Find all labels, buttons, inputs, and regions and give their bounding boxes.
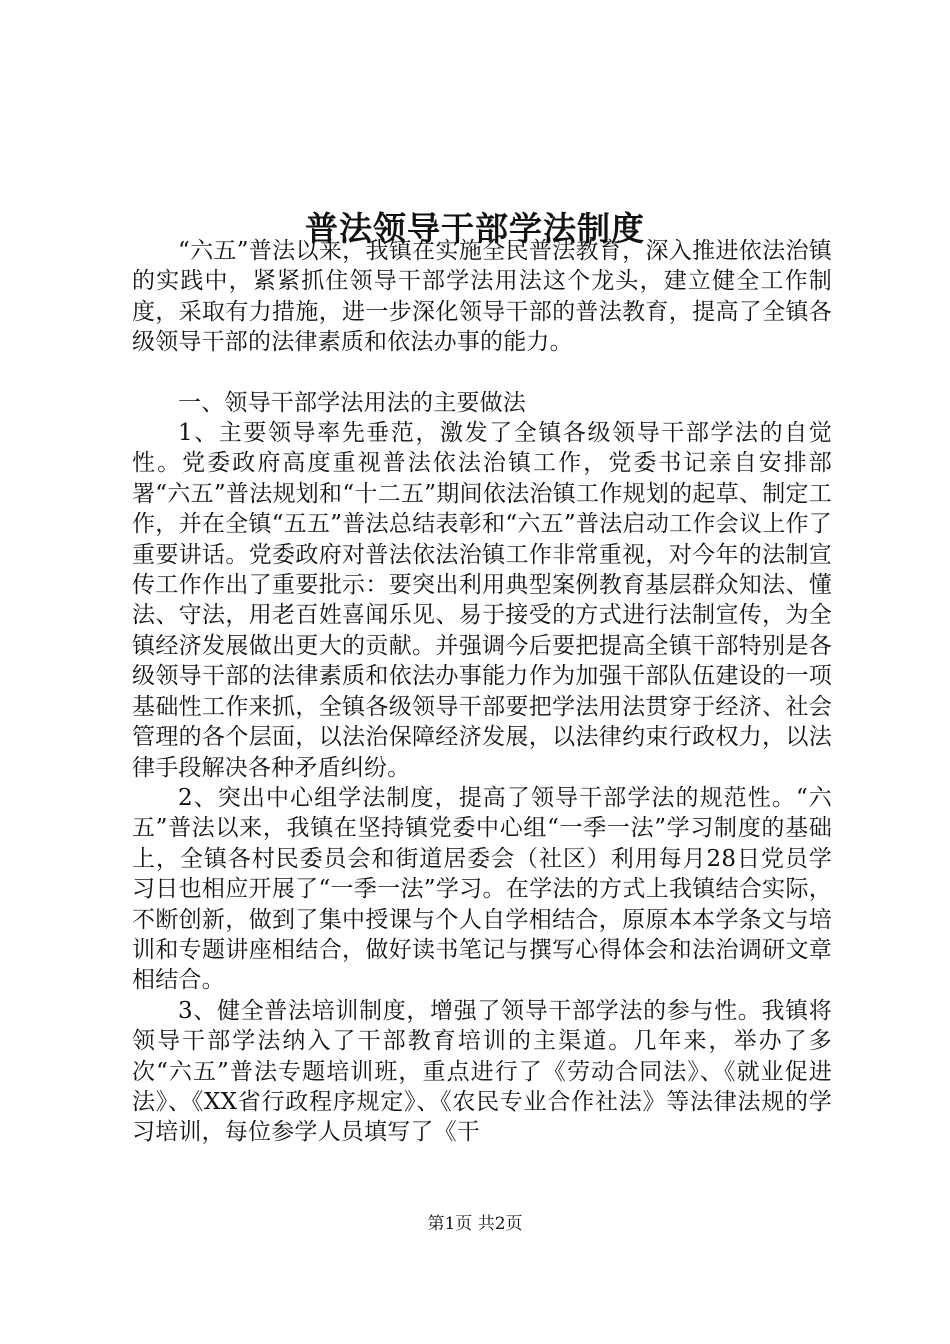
body-paragraph: 3、健全普法培训制度，增强了领导干部学法的参与性。我镇将领导干部学法纳入了干部教育培训的主渠道。几年来，举办了多次“六五”普法专题培训班，重点进行了《劳动合同法》、《就业促进法》、《XX省行政程序规定》、《农民专业合作社法》等法律法规的学习培训，每位参学人员填写了《干 [132,997,832,1146]
body-paragraph: 1、主要领导率先垂范，激发了全镇各级领导干部学法的自觉性。党委政府高度重视普法依法治镇工作，党委书记亲自安排部署“六五”普法规划和“十二五”期间依法治镇工作规划的起草、制定工作，并在全镇“五五”普法总结表彰和“六五”普法启动工作会议上作了重要讲话。党委政府对普法依法治镇工作非常重视，对今年的法制宣传工作作出了重要批示：要突出利用典型案例教育基层群众知法、懂法、守法，用老百姓喜闻乐见、易于接受的方式进行法制宣传，为全镇经济发展做出更大的贡献。并强调今后要把提高全镇干部特别是各级领导干部的法律素质和依法办事能力作为加强干部队伍建设的一项基础性工作来抓，全镇各级领导干部要把学法用法贯穿于经济、社会管理的各个层面，以法治保障经济发展，以法律约束行政权力，以法律手段解决各种矛盾纠纷。 [132,420,832,781]
page-footer: 第1页 共2页 [427,1214,523,1234]
document-title: 普法领导干部学法制度 [305,209,645,249]
section-heading: 一、领导干部学法用法的主要做法 [178,389,526,416]
body-paragraph: 2、突出中心组学法制度，提高了领导干部学法的规范性。“六五”普法以来，我镇在坚持镇党委中心组“一季一法”学习制度的基础上，全镇各村民委员会和街道居委会（社区）利用每月28日党员学习日也相应开展了“一季一法”学习。在学法的方式上我镇结合实际，不断创新，做到了集中授课与个人自学相结合，原原本本学条文与培训和专题讲座相结合，做好读书笔记与撰写心得体会和法治调研文章相结合。 [132,784,832,994]
document-body [132,236,832,1148]
intro-paragraph: “六五”普法以来，我镇在实施全民普法教育，深入推进依法治镇的实践中，紧紧抓住领导干部学法用法这个龙头，建立健全工作制度，采取有力措施，进一步深化领导干部的普法教育，提高了全镇各级领导干部的法律素质和依法办事的能力。 [132,238,832,356]
